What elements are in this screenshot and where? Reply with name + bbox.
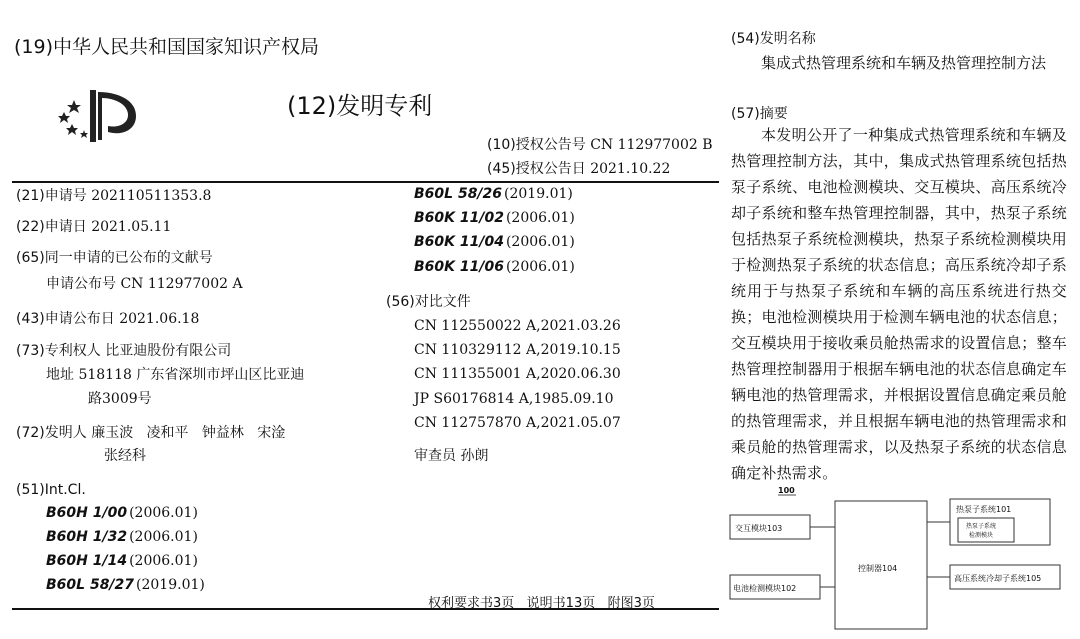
app-pub-no-label: 申请公布号 <box>46 276 116 292</box>
examiner-row <box>414 446 488 466</box>
intcl-version: (2019.01) <box>136 577 205 593</box>
intcl-version: (2006.01) <box>505 259 575 275</box>
app-pub-date-row <box>16 309 199 329</box>
intcl-label: (51)Int.Cl. <box>16 482 86 498</box>
issuing-office: (19)中华人民共和国国家知识产权局 <box>14 36 320 58</box>
intcl-code: B60H 1/32 <box>46 529 128 545</box>
reference-item: CN 111355001 A,2020.06.30 <box>414 366 621 382</box>
grant-pub-date-value: 2021.10.22 <box>590 161 671 177</box>
grant-pub-no-label: (10)授权公告号 <box>487 137 586 153</box>
inventors-line-1: 廉玉波 凌和平 钟益林 宋淦 <box>91 425 286 441</box>
reference-item: CN 112757870 A,2021.05.07 <box>414 415 621 431</box>
grant-pub-no-value: CN 112977002 B <box>590 137 713 153</box>
grant-pub-no-row <box>487 134 713 154</box>
app-date-row <box>16 217 171 237</box>
app-date-value: 2021.05.11 <box>91 219 172 235</box>
app-no-value: 202110511353.8 <box>91 188 212 204</box>
abstract-text: 本发明公开了一种集成式热管理系统和车辆及热管理控制方法，其中，集成式热管理系统包括热泵子系统、电池检测模块、交互模块、高压系统冷却子系统和整车热管理控制器，其中，热泵子系统包括热泵子系统检测模块，热泵子系统检测模块用于检测热泵子系统的状态信息；高压系统冷却子系统用于与热泵子系统和车辆的高压系统进行热交换；电池检测模块用于检测车辆电池的状态信息；交互模块用于接收乘员舱热需求的设置信息；整车热管理控制器用于根据车辆电池的状态信息确定车辆电池的热管理需求，并根据设置信息确定乘员舱的热管理需求，并且根据车辆电池的热管理需求和乘员舱的热管理需求，以及热泵子系统的状态信息确定补热需求。 <box>731 126 1067 482</box>
page-count-footer: 权利要求书3页 说明书13页 附图3页 <box>428 596 655 611</box>
app-pub-date-label: (43)申请公布日 <box>16 311 115 327</box>
battery-module-label: 电池检测模块102 <box>733 584 797 593</box>
app-pub-no-value: CN 112977002 A <box>120 276 243 292</box>
intcl-entry <box>46 577 205 593</box>
bottom-rule <box>12 608 719 610</box>
app-date-label: (22)申请日 <box>16 219 87 235</box>
top-rule <box>12 181 719 183</box>
same-app-label: (65)同一申请的已公布的文献号 <box>16 250 213 266</box>
reference-item: JP S60176814 A,1985.09.10 <box>414 391 614 407</box>
reference-item: CN 112550022 A,2021.03.26 <box>414 318 621 334</box>
address-row <box>46 365 304 385</box>
app-pub-no-row <box>46 274 243 294</box>
intcl-entry <box>414 186 573 202</box>
system-block-diagram <box>726 481 1076 631</box>
diagram-ref-label: 100 <box>778 486 795 495</box>
intcl-entry <box>414 210 575 226</box>
app-pub-date-value: 2021.06.18 <box>119 311 200 327</box>
intcl-code: B60K 11/02 <box>414 210 504 226</box>
inventors-row <box>16 423 285 443</box>
intcl-version: (2006.01) <box>129 553 198 569</box>
grant-pub-date-label: (45)授权公告日 <box>487 161 586 177</box>
address-line-2: 路3009号 <box>88 391 152 407</box>
address-label: 地址 <box>46 367 74 383</box>
examiner-value: 孙朗 <box>460 448 489 464</box>
intcl-entry <box>46 553 198 569</box>
abstract-label: (57)摘要 <box>731 106 788 122</box>
cnipa-logo-icon <box>56 86 144 148</box>
inventors-label: (72)发明人 <box>16 425 87 441</box>
intcl-code: B60L 58/26 <box>414 186 503 202</box>
intcl-code: B60H 1/14 <box>46 553 128 569</box>
patentee-row <box>16 341 231 361</box>
interaction-module-label: 交互模块103 <box>735 524 783 533</box>
intcl-version: (2006.01) <box>505 210 575 226</box>
intcl-entry <box>46 505 198 521</box>
grant-pub-date-row <box>487 158 670 178</box>
intcl-version: (2006.01) <box>129 529 198 545</box>
intcl-version: (2006.01) <box>129 505 198 521</box>
heatpump-detect-label-2: 检测模块 <box>969 532 994 539</box>
patentee-value: 比亚迪股份有限公司 <box>105 343 232 359</box>
intcl-version: (2006.01) <box>505 234 575 250</box>
intcl-code: B60L 58/27 <box>46 577 135 593</box>
document-type: (12)发明专利 <box>287 92 433 120</box>
controller-label: 控制器104 <box>858 564 898 573</box>
intcl-entry <box>414 259 575 275</box>
references-label: (56)对比文件 <box>386 294 471 310</box>
intcl-entry <box>414 234 575 250</box>
app-no-label: (21)申请号 <box>16 188 87 204</box>
inventors-line-2: 张经科 <box>104 448 146 464</box>
heatpump-detect-label-1: 热泵子系统 <box>966 523 997 530</box>
intcl-entry <box>46 529 198 545</box>
intcl-version: (2019.01) <box>504 186 573 202</box>
reference-item: CN 110329112 A,2019.10.15 <box>414 342 621 358</box>
title-label: (54)发明名称 <box>731 31 816 47</box>
patentee-label: (73)专利权人 <box>16 343 101 359</box>
intcl-code: B60H 1/00 <box>46 505 128 521</box>
heatpump-label: 热泵子系统101 <box>956 505 1012 514</box>
invention-title: 集成式热管理系统和车辆及热管理控制方法 <box>761 54 1047 72</box>
intcl-code: B60K 11/04 <box>414 234 504 250</box>
intcl-code: B60K 11/06 <box>414 259 504 275</box>
app-no-row <box>16 186 211 206</box>
address-line-1: 518118 广东省深圳市坪山区比亚迪 <box>78 367 305 383</box>
examiner-label: 审查员 <box>414 448 456 464</box>
hv-cooling-label: 高压系统冷却子系统105 <box>954 574 1042 583</box>
